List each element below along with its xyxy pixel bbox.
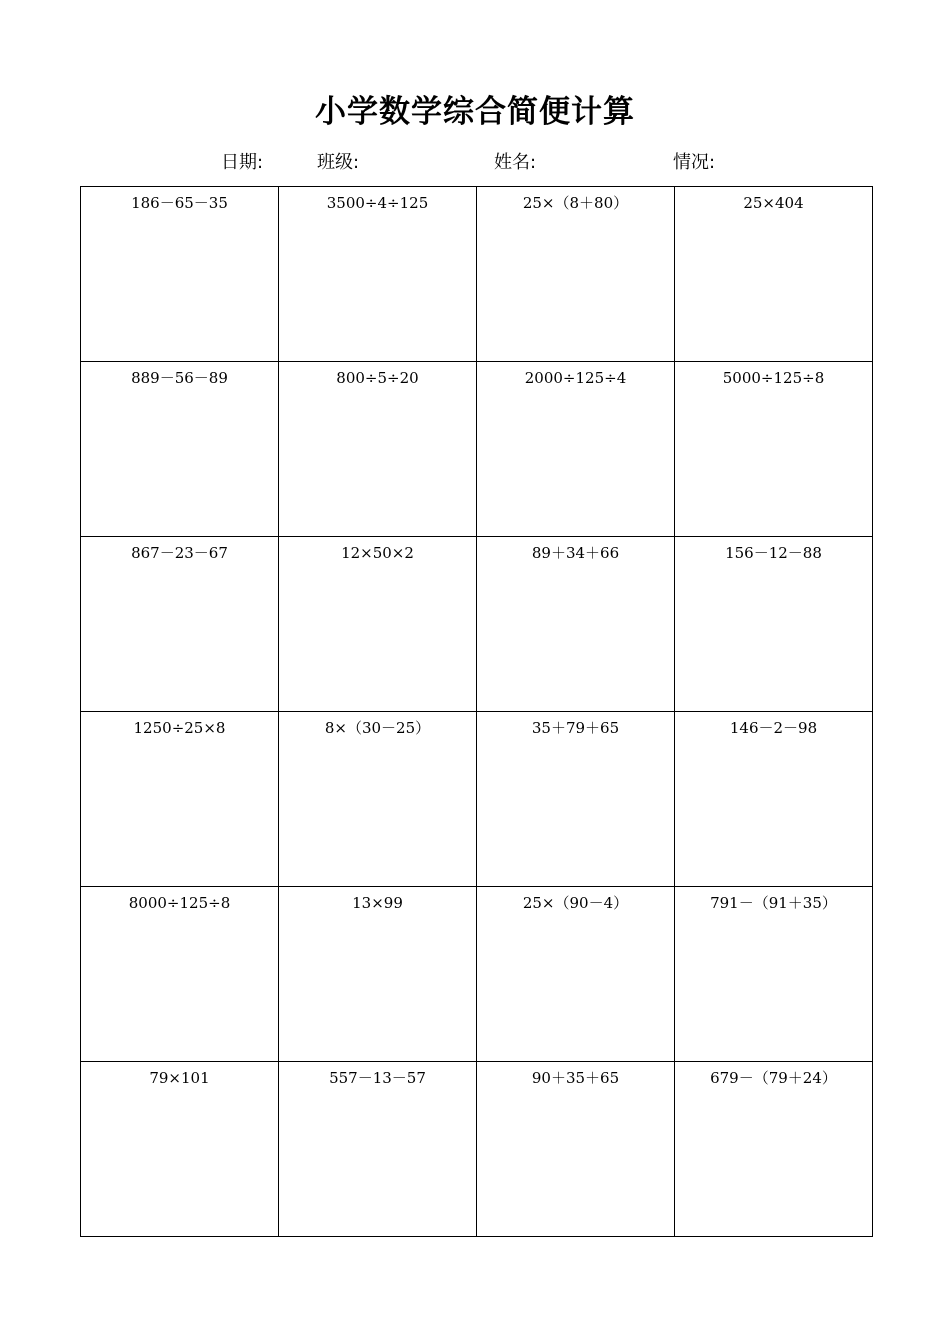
problem-expression: 25×（8＋80） bbox=[522, 194, 629, 212]
problem-cell bbox=[477, 712, 675, 887]
problem-cell bbox=[477, 362, 675, 537]
problem-grid bbox=[80, 186, 873, 1237]
student-info-row bbox=[0, 150, 950, 176]
problem-cell bbox=[81, 1062, 279, 1237]
problem-cell bbox=[279, 362, 477, 537]
problem-cell bbox=[279, 1062, 477, 1237]
problem-row bbox=[81, 537, 873, 712]
problem-row bbox=[81, 187, 873, 362]
date-label: 日期: bbox=[221, 152, 264, 173]
problem-cell bbox=[279, 187, 477, 362]
problem-expression: 13×99 bbox=[352, 894, 403, 912]
problem-expression: 867－23－67 bbox=[131, 544, 228, 562]
problem-expression: 557－13－57 bbox=[329, 1069, 426, 1087]
problem-row bbox=[81, 362, 873, 537]
problem-cell bbox=[675, 1062, 873, 1237]
problem-cell bbox=[477, 1062, 675, 1237]
problem-cell bbox=[81, 712, 279, 887]
problem-cell bbox=[675, 362, 873, 537]
problem-expression: 800÷5÷20 bbox=[336, 369, 419, 387]
problem-cell bbox=[81, 187, 279, 362]
problem-cell bbox=[279, 712, 477, 887]
problem-row bbox=[81, 712, 873, 887]
problem-cell bbox=[477, 187, 675, 362]
problem-expression: 3500÷4÷125 bbox=[326, 194, 429, 212]
problem-expression: 89＋34＋66 bbox=[531, 544, 620, 562]
problem-expression: 79×101 bbox=[149, 1069, 210, 1087]
problem-expression: 25×404 bbox=[743, 194, 804, 212]
problem-row bbox=[81, 1062, 873, 1237]
problem-cell bbox=[675, 712, 873, 887]
problem-cell bbox=[81, 362, 279, 537]
problem-expression: 8×（30－25） bbox=[324, 719, 431, 737]
problem-expression: 1250÷25×8 bbox=[133, 719, 226, 737]
problem-cell bbox=[279, 887, 477, 1062]
problem-expression: 35＋79＋65 bbox=[531, 719, 620, 737]
problem-cell bbox=[477, 887, 675, 1062]
problem-expression: 156－12－88 bbox=[725, 544, 822, 562]
problem-expression: 186－65－35 bbox=[131, 194, 228, 212]
problem-expression: 679－（79＋24） bbox=[710, 1069, 837, 1087]
problem-expression: 5000÷125÷8 bbox=[722, 369, 825, 387]
problem-row bbox=[81, 887, 873, 1062]
problem-expression: 12×50×2 bbox=[341, 544, 414, 562]
problem-cell bbox=[477, 537, 675, 712]
problem-cell bbox=[279, 537, 477, 712]
problem-cell bbox=[81, 537, 279, 712]
name-label: 姓名: bbox=[494, 152, 537, 173]
status-label: 情况: bbox=[673, 152, 716, 173]
problem-cell bbox=[675, 537, 873, 712]
class-label: 班级: bbox=[317, 152, 360, 173]
problem-expression: 25×（90－4） bbox=[522, 894, 629, 912]
problem-expression: 90＋35＋65 bbox=[531, 1069, 620, 1087]
problem-expression: 791－（91＋35） bbox=[710, 894, 837, 912]
problem-cell bbox=[675, 187, 873, 362]
problem-expression: 889－56－89 bbox=[131, 369, 228, 387]
page-title: 小学数学综合简便计算 bbox=[315, 94, 635, 130]
problem-expression: 2000÷125÷4 bbox=[524, 369, 627, 387]
problem-cell bbox=[81, 887, 279, 1062]
problem-cell bbox=[675, 887, 873, 1062]
problem-expression: 146－2－98 bbox=[729, 719, 818, 737]
problem-expression: 8000÷125÷8 bbox=[128, 894, 231, 912]
